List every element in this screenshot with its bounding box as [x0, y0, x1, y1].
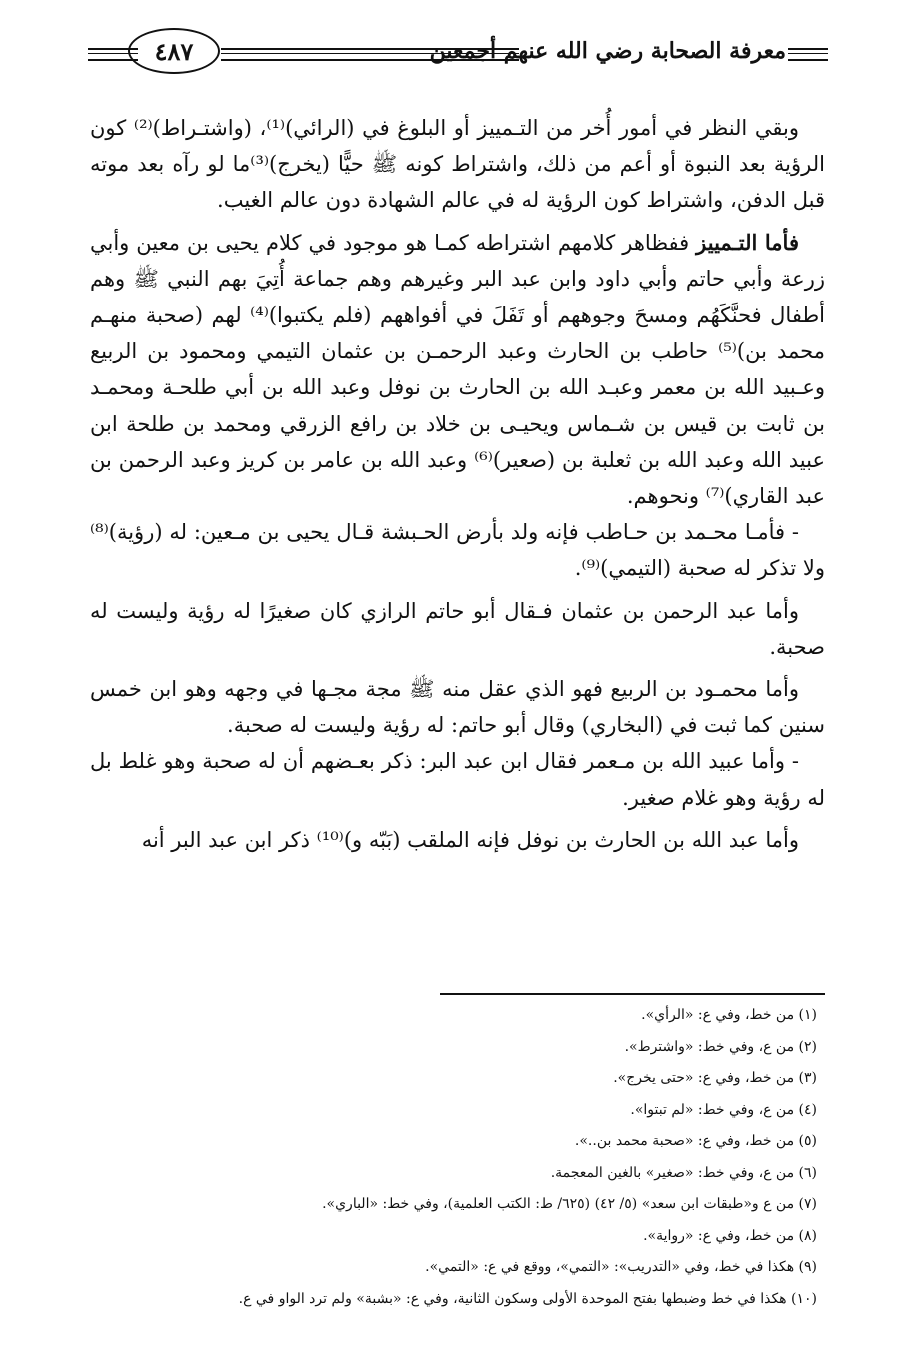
- paragraph-2: [90, 225, 825, 515]
- paragraph-5: وأما محمـود بن الربيع فهو الذي عقل منه ﷺ مجة مجـها في وجهه وهو ابن خمس سنين كما ثبت في (البخاري) وقال أبو حاتم: له رؤية وليست له صحبة.: [90, 677, 825, 738]
- footnote-2: (٢) من ع، وفي خط: «واشترط».: [624, 1038, 817, 1055]
- footnote-7: (٧) من ع و«طبقات ابن سعد» (٥/ ٤٢) (٦٢٥/ ط: الكتب العلمية)، وفي خط: «الباري».: [322, 1196, 817, 1212]
- footnote-separator: [440, 993, 825, 995]
- paragraph-7: وأما عبد الله بن الحارث بن نوفل فإنه الملقب (بَبّه و)⁽¹⁰⁾ ذكر ابن عبد البر أنه: [141, 827, 799, 852]
- paragraph-2-text: ففظاهر كلامهم اشتراطه كمـا هو موجود في كلام يحيى بن معين وأبي زرعة وأبي حاتم وأبي داود وابن عبد البر وغيرهم وهم جماعة أُتِيَ بهم النبي ﷺ وهم أطفال فحنَّكَهُم ومسحَ وجوههم أو تَفَلَ في أفواههم (فلم يكتبوا)⁽⁴⁾ لهم (صحبة منهـم محمد بن)⁽⁵⁾ حاطب بن الحارث وعبد الرحمـن بن عثمان التيمي ومحمود بن الربيع وعـبيد الله بن معمر وعبـد الله بن الحارث بن نوفل وعبد الله بن أبي طلحـة ومحمـد بن ثابت بن قيس بن شـماس ويحيـى بن خلاد بن رافع الزرقي ومحمد بن طلحة ابن عبيد الله وعبد الله بن ثعلبة بن (صعير)⁽⁶⁾ وعبد الله بن عامر بن كريز وعبد الرحمن بن عبد القاري)⁽⁷⁾ ونحوهم.: [90, 230, 825, 509]
- paragraph-6: - وأما عبيد الله بن مـعمر فقال ابن عبد البر: ذكر بعـضهم أن له صحبة وهو غلط بل له رؤية وهو غلام صغير.: [90, 749, 825, 810]
- footnote-8: (٨) من خط، وفي ع: «رواية».: [643, 1227, 817, 1244]
- footnote-1: (١) من خط، وفي ع: «الرأي».: [641, 1007, 817, 1023]
- footnote-3: (٣) من خط، وفي ع: «حتى يخرج».: [613, 1070, 817, 1086]
- page-header: [88, 22, 828, 86]
- footnote-4: (٤) من ع، وفي خط: «لم تبتوا».: [630, 1101, 817, 1118]
- footnotes: [90, 1000, 825, 1315]
- footnote-10: (١٠) هكذا في خط وضبطها بفتح الموحدة الأولى وسكون الثانية، وفي ع: «بشبة» ولم ترد الواو في ع.: [238, 1290, 817, 1307]
- footnote-9: (٩) هكذا في خط، وفي «التدريب»: «التمي»، ووقع في ع: «التمي».: [425, 1259, 817, 1275]
- paragraph-1: وبقي النظر في أمور أُخر من التـمييز أو البلوغ في (الرائي)⁽¹⁾، (واشتـراط)⁽²⁾ كون الرؤية بعد النبوة أو أعم من ذلك، واشتراط كونه ﷺ حيًّا (يخرج)⁽³⁾ما لو رآه بعد موته قبل الدفن، واشتراط كون الرؤية له في عالم الشهادة دون عالم الغيب.: [90, 116, 825, 213]
- running-title: معرفة الصحابة رضي الله عنهم أجمعين: [429, 38, 786, 64]
- paragraph-3: - فأمـا محـمد بن حـاطب فإنه ولد بأرض الحـبشة قـال يحيى بن مـعين: له (رؤية)⁽⁸⁾ ولا تذكر له صحبة (التيمي)⁽⁹⁾.: [90, 520, 825, 581]
- page-number: ٤٨٧: [128, 28, 220, 74]
- paragraph-2-lead: فأما التـمييز: [696, 229, 799, 255]
- main-text: [90, 110, 825, 858]
- paragraph-4: وأما عبد الرحمن بن عثمان فـقال أبو حاتم الرازي كان صغيرًا له رؤية وليست له صحبة.: [90, 598, 825, 659]
- footnote-5: (٥) من خط، وفي ع: «صحبة محمد بن..».: [574, 1133, 817, 1149]
- header-rule-right: [788, 48, 828, 61]
- footnote-6: (٦) من ع، وفي خط: «صغير» بالغين المعجمة.: [550, 1164, 817, 1181]
